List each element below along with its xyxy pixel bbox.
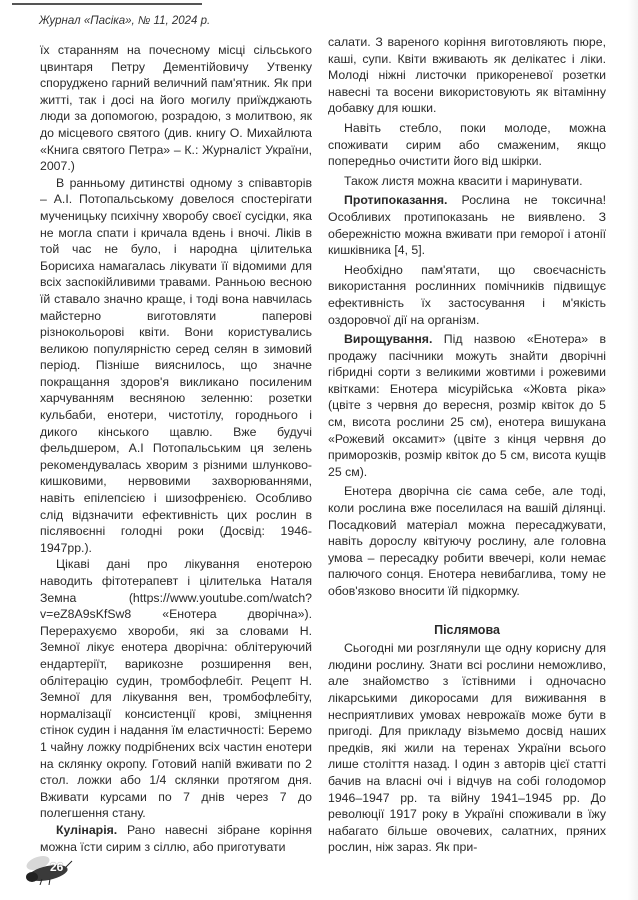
paragraph: Сьогодні ми розглянули ще одну корисну для людини рослину. Знати всі рослини неможливо, але знайомство з їстівними і одночасно лікарськими дикоросами для виживання в несприятливих умовах неврожаїв може бути в пригоді. Для прикладу візьмемо досвід наших предків, які жили на теренах України всього лише століття назад. І один з авторів цієї статті бачив на власні очі і відчув на собі голодомор 1946–1947 рр. та війну 1941–1945 рр. До революції 1917 року в Україні споживали в їжу набагато більше овочевих, салатних, пряних рослин, ніж зараз. Як при- [328,641,606,855]
growing-text: Під назвою «Енотера» в продажу пасічники можуть знайти дворічні гібридні сорти з великими жовтими і рожевими квітками: Енотера місурійська «Жовта ріка» (цвіте з червня до вересня, розмір квіток до 5 см, висота рослини 25 см), енотера вишукана «Рожевий оксамит» (цвіте з кінця червня до приморозків, розмір квіток до 5 см, висота кущів 25 см). [328,332,606,479]
paragraph-contraindications [328,192,606,258]
right-column [328,34,606,856]
contraindications-text: Рослина не токсична! Особливих протипоказань не виявлено. З обережністю можна вживати при геморої і атонії кишківника [4, 5]. [328,193,606,258]
culinary-text: Рано навесні зібране коріння можна їсти сирим з сіллю, або приготувати [40,822,312,854]
journal-header: Журнал «Пасіка», № 11, 2024 р. [39,15,211,27]
contraindications-heading: Протипоказання. [344,193,448,208]
culinary-heading: Кулінарія. [56,822,118,837]
paragraph-culinary [40,822,312,855]
paragraph-growing [328,331,606,480]
paragraph: Також листя можна квасити і маринувати. [344,173,583,188]
page-edge-shadow [628,0,638,900]
paragraph: Необхідно пам'ятати, що своєчасність використання рослинних помічників підвищує ефективність їх застосування і м'якість оздоровчої дії на організм. [328,262,606,327]
bee-icon [22,855,74,885]
growing-heading: Вирощування. [344,332,433,347]
paragraph: Навіть стебло, поки молоде, можна споживати сирим або смаженим, якщо попередньо очистити його від шкірки. [328,120,606,169]
paragraph: салати. З вареного коріння виготовляють пюре, каші, супи. Квіти вживають як делікатес і ліки. Молоді ніжні листочки прикореневої розетки навесні та восени використовують як вітамінну добавку для юшки. [328,35,606,116]
section-title: Післямова [434,622,500,637]
left-column [40,42,312,855]
paragraph: їх старанням на почесному місці сільського цвинтаря Петру Дементійовичу Утвенку споруджено гарний величний пам'ятник. Як при житті, так і досі на його могилу приїжджають люди за допомогою, розрадою, з молитвою, як до місцевого святого (див. книгу О. Михайлюта «Книга святого Петра» – К.: Журналіст України, 2007.) [40,43,312,174]
page-number: 26 [50,860,64,874]
top-rule [12,3,202,5]
paragraph: В ранньому дитинстві одному з співавторів – А.І. Потопальському довелося спостерігати мученицьку психічну хворобу своєї сусідки, яка не могла спати і кричала вдень і вночі. Ліків в той час не було, і народна цілителька Борисиха намагалась лікувати її відомими для всіх заспокійливими травами. Ранньою весною їй ставало значно краще, і тоді вона навчилась майстерно виготовляти паперові різнокольорові квіти. Вони користувались великою популярністю серед селян в зимовий період. Пізніше вияснилось, що значне покращання здоров'я викликано посиленим харчуванням весняною зеленню: розетки кульбаби, енотери, чистотілу, городнього і дикого кінського щавлю. Вже будучі фельдшером, А.І Потопальським ця зелень рекомендувалась хворим з різними шлунково-кишковими, нервовими захворюваннями, навіть епілепсією і шизофренією. Особливо слід відзначити ефективність цих рослин в післявоєнні голодні роки (Досвід: 1946-1947рр.). [40,175,312,555]
paragraph: Цікаві дані про лікування енотерою наводить фітотерапевт і цілителька Наталя Земна (https://www.youtube.com/watch?v=eZ8A9sKfSw8 «Енотера дворічна»). Перерахуємо хвороби, які за словами Н. Земної лікує енотера дворічна: облітеруючий ендартеріїт, варикозне розширення вен, облітерацію судин, тромбофлебіт. Рецепт Н. Земної для лікування вен, тромбофлебіту, нормалізації консистенції крові, зміцнення стінок судин і надання їм еластичності: Беремо 1 чайну ложку подрібнених всіх частин енотери на склянку окропу. Готовий напій вживати по 2 стол. ложки або 1/4 склянки протягом дня. Вживати курсами по 7 днів через 7 до полегшення стану. [40,557,312,821]
paragraph: Енотера дворічна сіє сама себе, але тоді, коли рослина вже поселилася на вашій ділянці. Посадковий матеріал можна пересаджувати, навіть дорослу квітуючу рослину, але головна умова – пересадку робити ввечері, коли немає палючого сонця. Енотера невибаглива, тому не обов'язково вносити їй підкормку. [328,484,606,598]
